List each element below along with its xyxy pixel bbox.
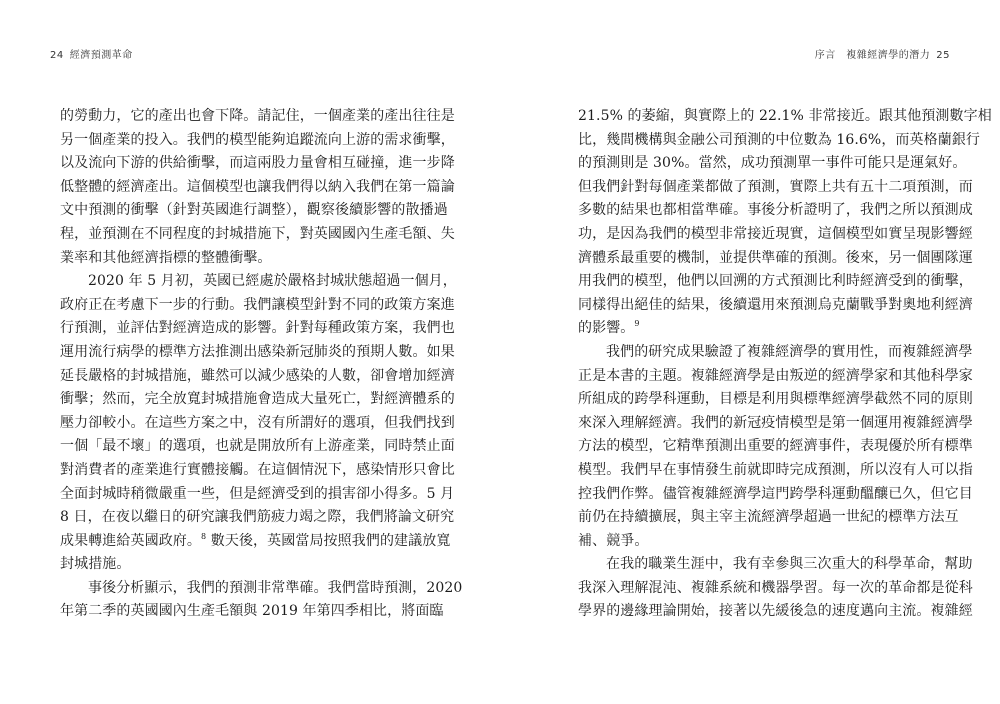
line-text: 運用流行病學的標準方法推測出感染新冠肺炎的預期人數。如果	[60, 343, 455, 360]
text-line	[578, 247, 992, 271]
text-line	[60, 506, 462, 530]
line-text: 的預測則是 30%。當然，成功預測單一事件可能只是運氣好。	[578, 155, 967, 172]
line-text: 濟體系最重要的機制，並提供準確的預測。後來，另一個團隊運	[578, 249, 973, 266]
text-line	[578, 129, 992, 153]
text-line	[60, 176, 462, 200]
text-line	[60, 483, 462, 507]
line-text: 同樣得出絕佳的結果，後續還用來預測烏克蘭戰爭對奧地利經濟	[578, 296, 973, 313]
footnote-marker[interactable]: 8	[201, 531, 207, 541]
right-page	[500, 0, 1000, 704]
right-header-title: 序言 複雜經濟學的潛力	[814, 50, 931, 61]
text-line	[578, 553, 992, 577]
text-line	[578, 341, 992, 365]
line-text: 模型。我們早在事情發生前就即時完成預測，所以沒有人可以指	[578, 461, 973, 478]
text-line	[60, 388, 462, 412]
line-text: 但我們針對每個產業都做了預測，實際上共有五十二項預測，而	[578, 178, 973, 195]
line-text: 程，並預測在不同程度的封城措施下，對英國國內生產毛額、失	[60, 225, 455, 242]
line-text: 事後分析顯示，我們的預測非常準確。我們當時預測，2020	[88, 579, 463, 596]
text-line	[60, 294, 462, 318]
text-line	[578, 365, 992, 389]
line-text: 2020 年 5 月初，英國已經處於嚴格封城狀態超過一個月，	[88, 273, 457, 290]
text-line	[60, 247, 462, 271]
line-text: 21.5% 的萎縮，與實際上的 22.1% 非常接近。跟其他預測數字相	[578, 108, 992, 124]
line-text: 方法的模型，它精準預測出重要的經濟事件，表現優於所有標準	[578, 438, 973, 455]
line-text: 控我們作弊。儘管複雜經濟學這門跨學科運動醞釀已久，但它目	[578, 485, 973, 502]
line-text: 衝擊；然而，完全放寬封城措施會造成大量死亡，對經濟體系的	[60, 391, 455, 408]
line-text: 在我的職業生涯中，我有幸參與三次重大的科學革命，幫助	[606, 556, 973, 573]
text-line	[578, 506, 992, 530]
right-body-text	[578, 105, 992, 624]
line-text: 正是本書的主題。複雜經濟學是由叛逆的經濟學家和其他科學家	[578, 367, 973, 384]
left-body-text	[60, 105, 462, 624]
right-running-header	[815, 46, 956, 61]
left-running-header	[44, 46, 133, 61]
text-line	[60, 152, 462, 176]
line-text: 年第二季的英國國內生產毛額與 2019 年第四季相比，將面臨	[60, 603, 444, 620]
text-line	[60, 199, 462, 223]
text-line	[60, 600, 462, 624]
right-page-number: 25	[936, 50, 950, 61]
line-text: 文中預測的衝擊（針對英國進行調整），觀察後續影響的散播過	[60, 202, 448, 219]
line-text: 來深入理解經濟。我們的新冠疫情模型是第一個運用複雜經濟學	[578, 414, 973, 431]
text-line	[60, 435, 462, 459]
line-text: 延長嚴格的封城措施，雖然可以減少感染的人數，卻會增加經濟	[60, 367, 455, 384]
text-line	[578, 152, 992, 176]
text-line	[578, 223, 992, 247]
text-line	[60, 530, 462, 554]
line-text: 對消費者的產業進行實體接觸。在這個情況下，感染情形只會比	[60, 461, 455, 478]
text-line	[578, 459, 992, 483]
line-text: 用我們的模型，他們以回溯的方式預測比利時經濟受到的衝擊，	[578, 273, 973, 290]
text-line	[578, 105, 992, 129]
text-line	[578, 577, 992, 601]
text-line	[60, 577, 462, 601]
text-line	[578, 530, 992, 554]
line-text: 前仍在持續擴展，與主宰主流經濟學超過一世紀的標準方法互	[578, 509, 959, 526]
line-text: 多數的結果也都相當準確。事後分析證明了，我們之所以預測成	[578, 202, 973, 219]
text-line	[60, 270, 462, 294]
line-text: 以及流向下游的供給衝擊，而這兩股力量會相互碰撞，進一步降	[60, 155, 455, 172]
line-text: 成果轉進給英國政府。	[60, 532, 201, 549]
line-text: 行預測，並評估對經濟造成的影響。針對每種政策方案，我們也	[60, 320, 455, 337]
line-text: 所組成的跨學科運動，目標是利用與標準經濟學截然不同的原則	[578, 391, 973, 408]
line-text-after-note: 數天後，英國當局按照我們的建議放寬	[206, 532, 451, 549]
text-line	[60, 105, 462, 129]
line-text: 政府正在考慮下一步的行動。我們讓模型針對不同的政策方案進	[60, 296, 455, 313]
text-line	[60, 365, 462, 389]
line-text: 比，幾間機構與金融公司預測的中位數為 16.6%，而英格蘭銀行	[578, 131, 981, 148]
line-text: 低整體的經濟產出。這個模型也讓我們得以納入我們在第一篇論	[60, 178, 455, 195]
text-line	[60, 341, 462, 365]
text-line	[578, 199, 992, 223]
text-line	[578, 435, 992, 459]
text-line	[578, 270, 992, 294]
text-line	[578, 294, 992, 318]
line-text: 另一個產業的投入。我們的模型能夠追蹤流向上游的需求衝擊，	[60, 131, 455, 148]
line-text: 補、競爭。	[578, 532, 649, 549]
left-header-title: 經濟預測革命	[69, 50, 133, 61]
line-text: 8 日，在夜以繼日的研究讓我們筋疲力竭之際，我們將論文研究	[60, 509, 455, 526]
line-text: 我深入理解混沌、複雜系統和機器學習。每一次的革命都是從科	[578, 579, 973, 596]
text-line	[60, 459, 462, 483]
text-line	[60, 129, 462, 153]
line-text: 全面封城時稍微嚴重一些，但是經濟受到的損害卻小得多。5 月	[60, 485, 455, 502]
text-line	[578, 176, 992, 200]
text-line	[578, 600, 992, 624]
text-line	[578, 412, 992, 436]
line-text: 封城措施。	[60, 556, 131, 573]
text-line	[60, 553, 462, 577]
text-line	[60, 412, 462, 436]
text-line	[60, 223, 462, 247]
line-text: 的勞動力，它的產出也會下降。請記住，一個產業的產出往往是	[60, 108, 455, 124]
text-line	[578, 483, 992, 507]
line-text: 業率和其他經濟指標的整體衝擊。	[60, 249, 272, 266]
line-text: 壓力卻較小。在這些方案之中，沒有所謂好的選項，但我們找到	[60, 414, 455, 431]
text-line	[60, 317, 462, 341]
text-line	[578, 317, 992, 341]
line-text: 功，是因為我們的模型非常接近現實，這個模型如實呈現影響經	[578, 225, 973, 242]
line-text: 的影響。	[578, 320, 635, 337]
footnote-marker[interactable]: 9	[634, 319, 640, 329]
line-text: 一個「最不壞」的選項，也就是開放所有上游產業，同時禁止面	[60, 438, 455, 455]
text-line	[578, 388, 992, 412]
left-page-number: 24	[50, 50, 64, 61]
line-text: 學界的邊緣理論開始，接著以先緩後急的速度邁向主流。複雜經	[578, 603, 973, 620]
line-text: 我們的研究成果驗證了複雜經濟學的實用性，而複雜經濟學	[606, 343, 973, 360]
